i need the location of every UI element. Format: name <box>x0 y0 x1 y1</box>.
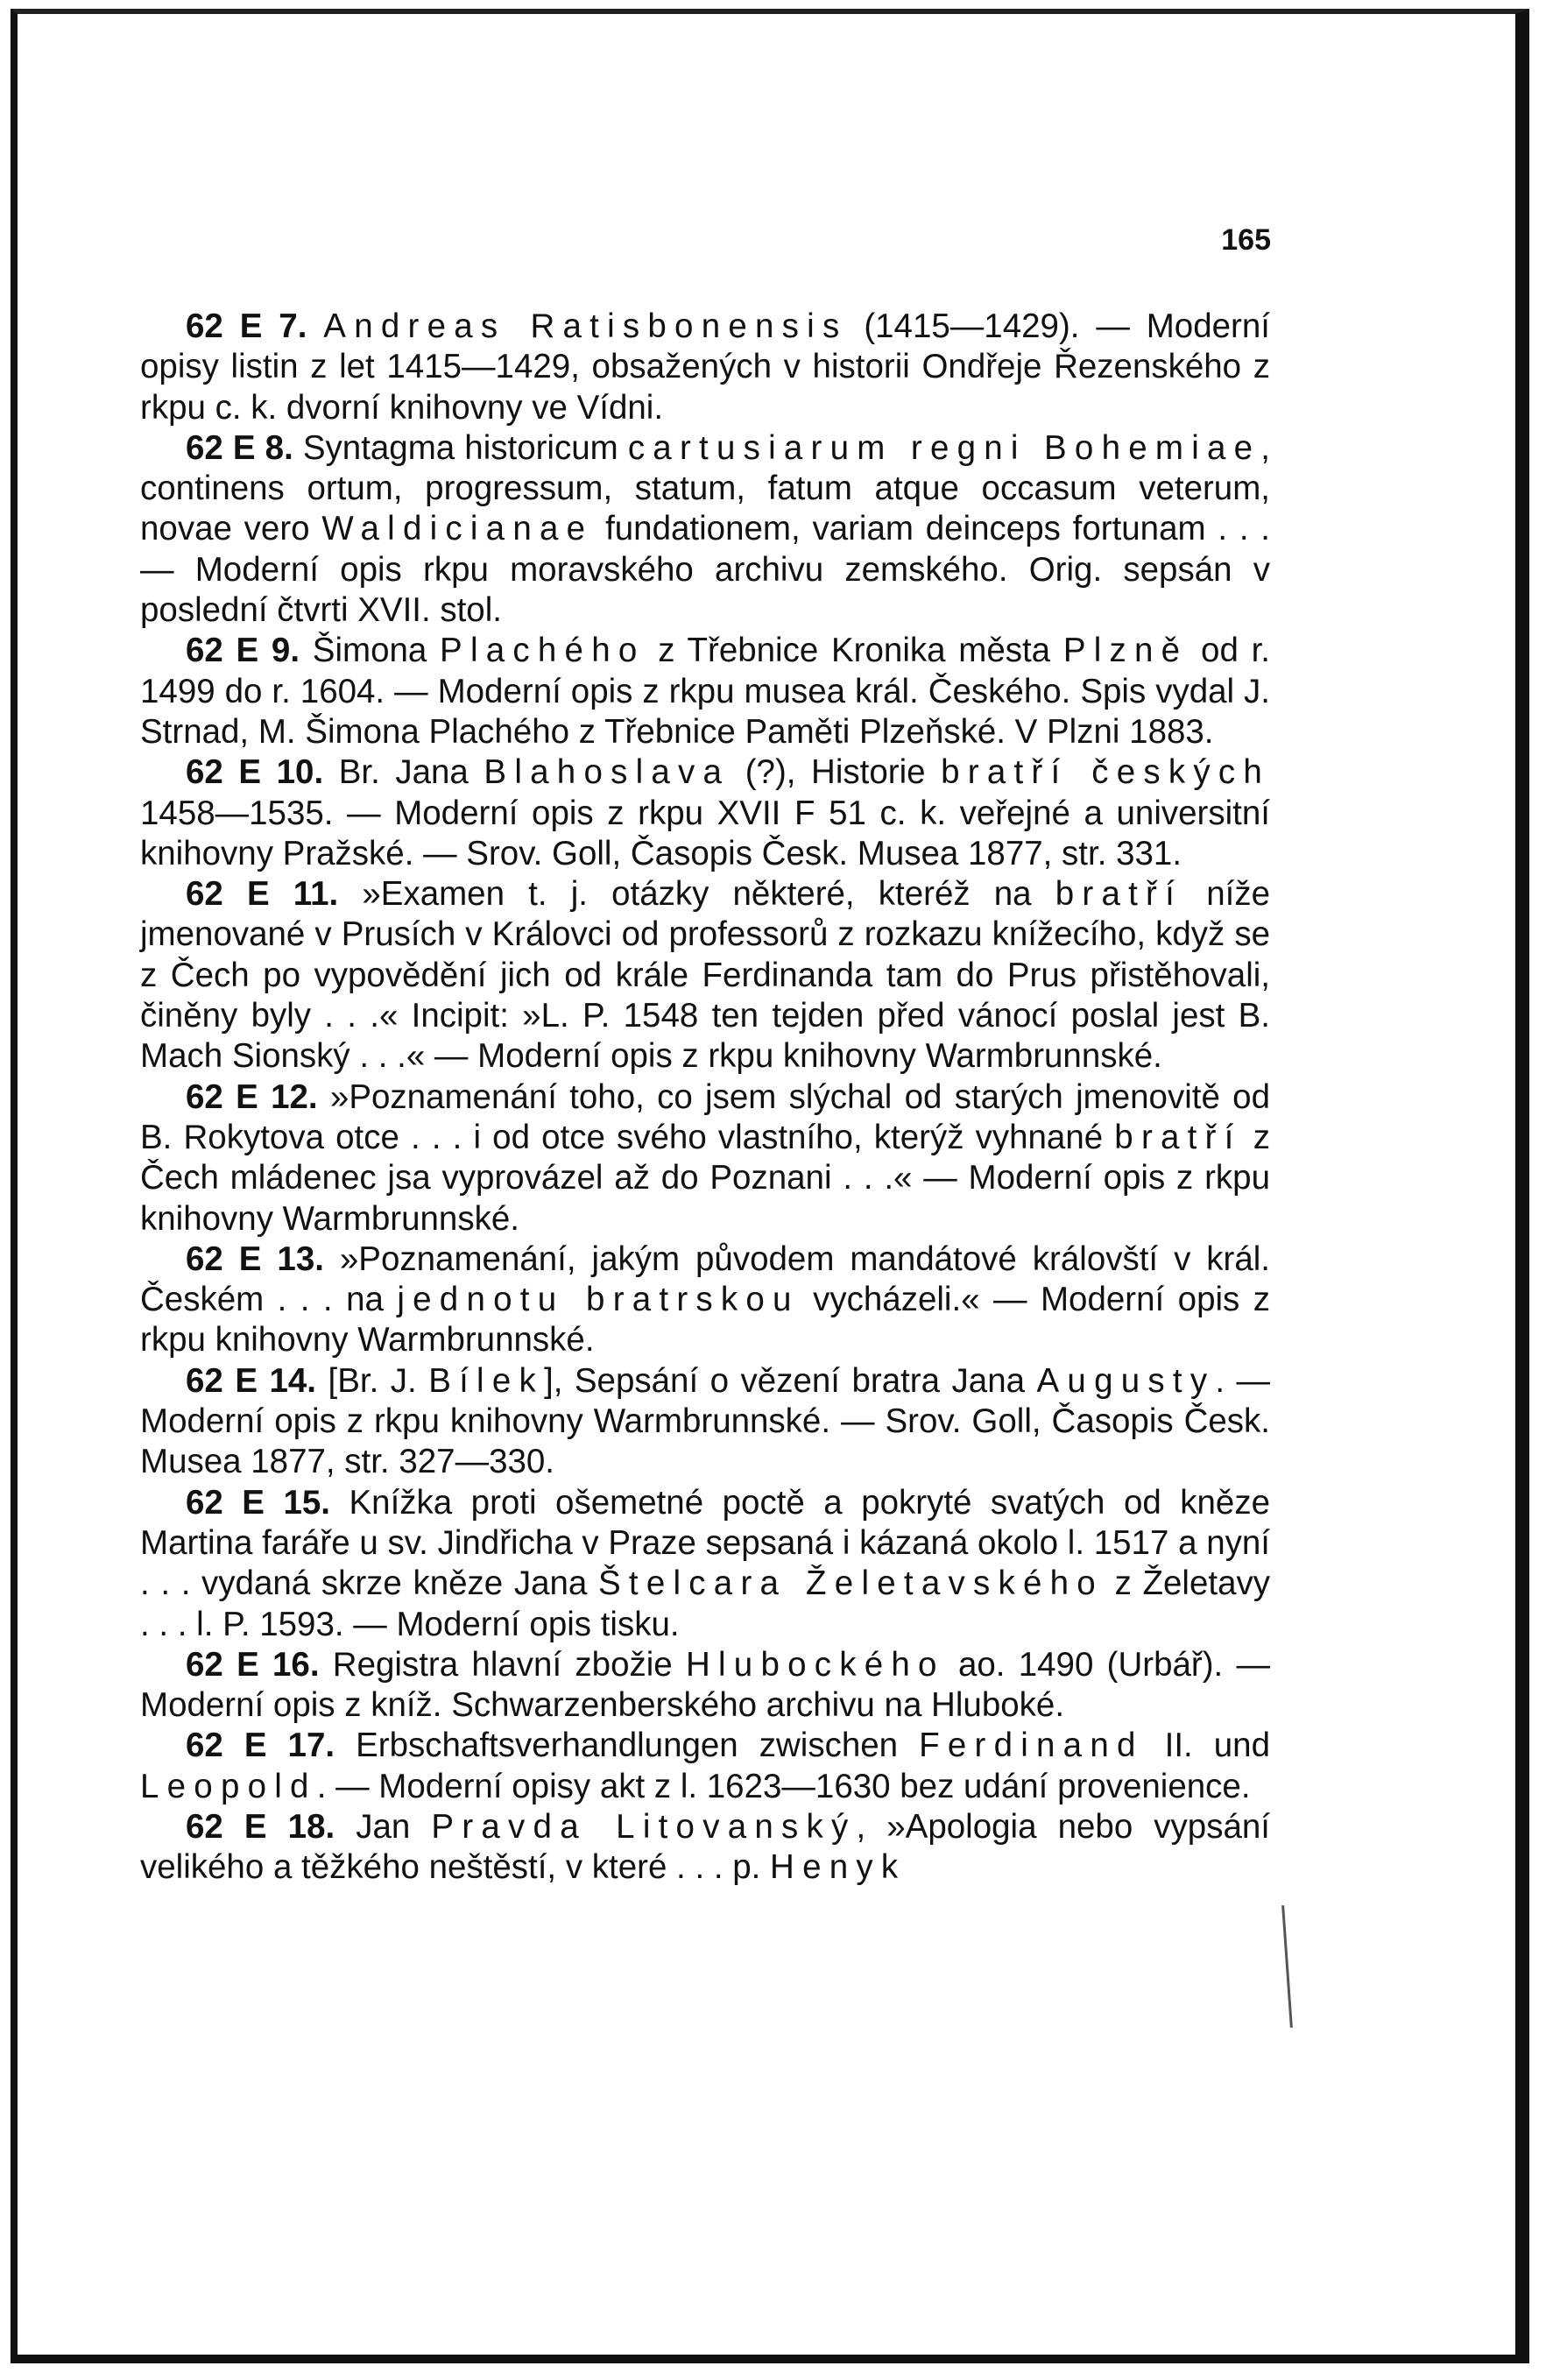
entry-signature: 62 E 14. <box>186 1361 317 1400</box>
spaced-name: Plzně <box>1062 632 1189 670</box>
catalog-entry <box>140 1077 1270 1239</box>
entry-text: Jan <box>335 1807 432 1846</box>
page-number: 165 <box>1221 223 1271 257</box>
entry-text: II. und <box>1143 1727 1271 1765</box>
spaced-name: bratří <box>1114 1118 1242 1156</box>
entry-text: ], Sepsání o vězení bratra Jana <box>544 1361 1037 1400</box>
entry-signature: 62 E 15. <box>186 1483 330 1522</box>
spaced-name: Henyk <box>770 1848 907 1887</box>
entry-signature: 62 E 8. <box>186 428 293 467</box>
entry-text: vycházeli.« — Moderní opis z rkpu knihovny Warmbrunnské. <box>140 1281 1270 1359</box>
entry-text: z Čech mládenec jsa vyprovázel až do Poznani . . .« — Moderní opis z rkpu knihovny Warmbrunnské. <box>140 1118 1270 1238</box>
catalog-entry <box>140 631 1270 752</box>
entry-text: Br. Jana <box>323 753 484 792</box>
spaced-name: jednotu bratrskou <box>397 1281 800 1319</box>
catalog-entry <box>140 1483 1270 1645</box>
entry-text: níže jmenované v Prusích v Královci od professorů z rozkazu knížecího, když se z Čech po vypovědění jich od krále Ferdinanda tam do Prus přistěhovali, činěny byly . . .« Incipit: »L. P. 1548 ten tejden před vánocí poslal jest B. Mach Sionský . . .« — Moderní opis z rkpu knihovny Warmbrunnské. <box>140 875 1270 1076</box>
catalog-entry <box>140 752 1270 874</box>
entry-text: . — Moderní opis z rkpu knihovny Warmbrunnské. — Srov. Goll, Časopis Česk. Musea 1877, str. 327—330. <box>140 1361 1270 1481</box>
catalog-entry <box>140 1239 1270 1361</box>
entry-signature: 62 E 9. <box>186 632 300 670</box>
spaced-name: Andreas Ratisbonensis <box>323 307 848 345</box>
spaced-name: Augusty <box>1036 1361 1216 1400</box>
entry-text: »Poznamenání toho, co jsem slýchal od starých jmenovitě od B. Rokytova otce . . . i od otce svého vlastního, kterýž vyhnané <box>140 1077 1270 1156</box>
entry-text: . — Moderní opisy akt z l. 1623—1630 bez udání provenience. <box>316 1767 1251 1805</box>
spaced-name: cartusiarum regni Bohemiae <box>627 428 1261 467</box>
entry-signature: 62 E 18. <box>186 1807 335 1846</box>
spaced-name: Leopold <box>140 1767 317 1805</box>
catalog-entry <box>140 307 1270 428</box>
entry-text: Šimona <box>300 632 441 670</box>
entry-text: »Poznamenání, jakým původem mandátové královští v král. Českém . . . na <box>140 1239 1271 1319</box>
entry-text: [Br. J. <box>316 1361 429 1400</box>
entry-text: Registra hlavní zbožie <box>319 1645 686 1684</box>
entry-text: 1458—1535. — Moderní opis z rkpu XVII F 51 c. k. veřejné a universitní knihovny Pražské. — Srov. Goll, Časopis Česk. Musea 1877, str. 331. <box>140 794 1270 872</box>
spaced-name: Štelcara Želetavského <box>598 1564 1104 1603</box>
entry-text: z Želetavy . . . l. P. 1593. — Moderní opis tisku. <box>140 1564 1270 1643</box>
spaced-name: Pravda Litovanský <box>431 1807 857 1846</box>
spaced-name: Bílek <box>428 1361 544 1400</box>
entry-signature: 62 E 10. <box>186 753 324 792</box>
entry-text: od r. 1499 do r. 1604. — Moderní opis z rkpu musea král. Českého. Spis vydal J. Strnad, M. Šimona Plachého z Třebnice Paměti Plzeňské. V Plzni 1883. <box>140 632 1270 751</box>
entry-text: Syntagma historicum <box>293 428 628 467</box>
entry-signature: 62 E 12. <box>186 1077 318 1116</box>
catalog-entry <box>140 1726 1270 1807</box>
entry-signature: 62 E 7. <box>186 307 307 345</box>
entry-text: fundationem, variam deinceps fortunam . . . — Moderní opis rkpu moravského archivu zemského. Orig. sepsán v poslední čtvrti XVII. stol. <box>140 510 1270 630</box>
entry-text: (?), Historie <box>730 753 942 792</box>
entry-signature: 62 E 11. <box>186 875 339 914</box>
entry-text: »Examen t. j. otázky některé, kteréž na <box>338 875 1055 914</box>
text-body <box>140 307 1270 1889</box>
catalog-entry <box>140 874 1270 1077</box>
catalog-entry <box>140 1807 1270 1889</box>
spaced-name: bratří českých <box>941 753 1270 792</box>
entry-text: (1415—1429). — Moderní opisy listin z let 1415—1429, obsažených v historii Ondřeje Řezenského z rkpu c. k. dvorní knihovny ve Vídni. <box>140 307 1270 427</box>
entry-text: , continens ortum, progressum, statum, fatum atque occasum veterum, novae vero <box>140 428 1270 548</box>
entry-signature: 62 E 16. <box>186 1645 320 1684</box>
spaced-name: Waldicianae <box>321 510 594 548</box>
spaced-name: Plachého <box>440 632 646 670</box>
catalog-entry <box>140 1361 1270 1483</box>
entry-text: z Třebnice Kronika města <box>645 632 1063 670</box>
entry-text: ao. 1490 (Urbář). — Moderní opis z kníž. Schwarzenberského archivu na Hluboké. <box>140 1645 1271 1725</box>
spaced-name: Ferdinand <box>919 1727 1144 1765</box>
entry-text: Knížka proti ošemetné poctě a pokryté svatých od kněze Martina faráře u sv. Jindřicha v Praze sepsaná i kázaná okolo l. 1517 a nyní . . . vydaná skrze kněze Jana <box>140 1483 1270 1603</box>
spaced-name: Blahoslava <box>484 753 731 792</box>
entry-signature: 62 E 17. <box>186 1727 335 1765</box>
entry-text <box>307 307 323 345</box>
entry-text: Erbschaftsverhandlungen zwischen <box>335 1727 920 1765</box>
catalog-entry <box>140 428 1270 631</box>
spaced-name: bratří <box>1055 875 1183 914</box>
catalog-entry <box>140 1645 1270 1727</box>
spaced-name: Hlubockého <box>685 1645 945 1684</box>
entry-signature: 62 E 13. <box>186 1239 324 1278</box>
entry-text: , »Apologia nebo vypsání velikého a těžkého neštěstí, v které . . . p. <box>140 1807 1270 1887</box>
